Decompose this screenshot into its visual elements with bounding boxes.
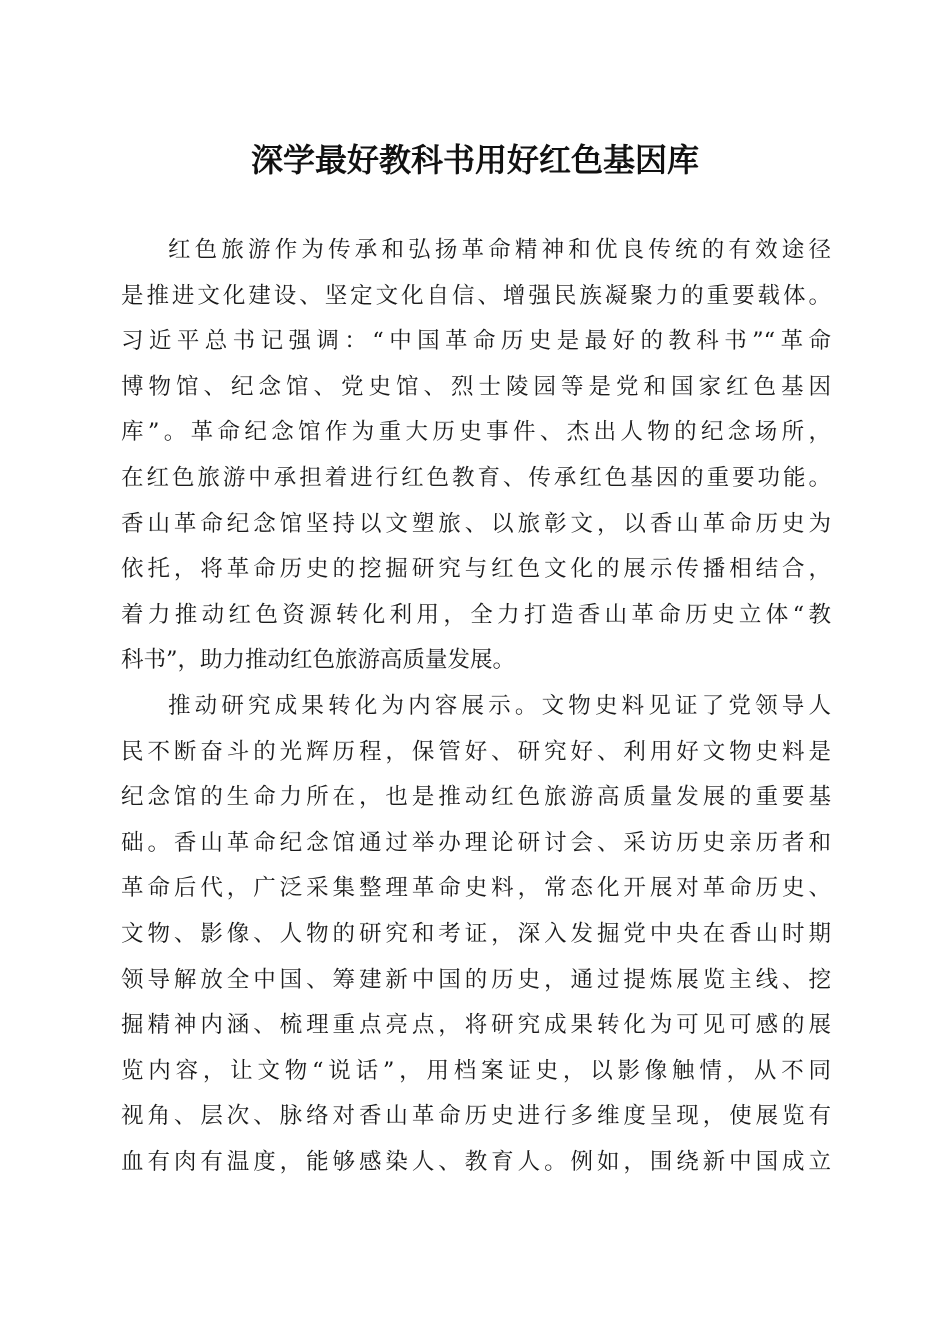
document-title: 深学最好教科书用好红色基因库 [250, 141, 699, 179]
paragraph-2 [121, 684, 831, 1186]
text-line: 掘精神内涵、梳理重点亮点，将研究成果转化为可见可感的展 [121, 1012, 831, 1039]
text-line: 在红色旅游中承担着进行红色教育、传承红色基因的重要功能。 [121, 464, 831, 491]
document-body [121, 228, 831, 1185]
text-line: 库”。革命纪念馆作为重大历史事件、杰出人物的纪念场所， [121, 419, 831, 446]
text-line: 领导解放全中国、筹建新中国的历史，通过提炼展览主线、挖 [121, 966, 831, 993]
text-line: 习近平总书记强调：“中国革命历史是最好的教科书”“革命 [121, 328, 831, 355]
text-line: 血有肉有温度，能够感染人、教育人。例如，围绕新中国成立 [121, 1148, 831, 1175]
text-line: 文物、影像、人物的研究和考证，深入发掘党中央在香山时期 [121, 920, 831, 947]
text-line: 革命后代，广泛采集整理革命史料，常态化开展对革命历史、 [121, 875, 831, 902]
text-line: 览内容，让文物“说话”，用档案证史，以影像触情，从不同 [121, 1057, 831, 1084]
text-line: 纪念馆的生命力所在，也是推动红色旅游高质量发展的重要基 [121, 784, 831, 811]
text-line: 础。香山革命纪念馆通过举办理论研讨会、采访历史亲历者和 [121, 829, 831, 856]
text-line: 博物馆、纪念馆、党史馆、烈士陵园等是党和国家红色基因 [121, 373, 831, 400]
text-line: 红色旅游作为传承和弘扬革命精神和优良传统的有效途径 [168, 237, 831, 263]
paragraph-1 [121, 228, 831, 684]
text-line: 香山革命纪念馆坚持以文塑旅、以旅彰文，以香山革命历史为 [121, 510, 831, 537]
text-line: 着力推动红色资源转化利用，全力打造香山革命历史立体“教 [121, 601, 831, 628]
text-line: 科书”，助力推动红色旅游高质量发展。 [121, 647, 516, 674]
text-line: 民不断奋斗的光辉历程，保管好、研究好、利用好文物史料是 [121, 738, 831, 765]
text-line: 依托，将革命历史的挖掘研究与红色文化的展示传播相结合， [121, 556, 831, 583]
text-line: 是推进文化建设、坚定文化自信、增强民族凝聚力的重要载体。 [121, 282, 831, 309]
text-line: 推动研究成果转化为内容展示。文物史料见证了党领导人 [168, 692, 831, 719]
text-line: 视角、层次、脉络对香山革命历史进行多维度呈现，使展览有 [121, 1103, 831, 1130]
